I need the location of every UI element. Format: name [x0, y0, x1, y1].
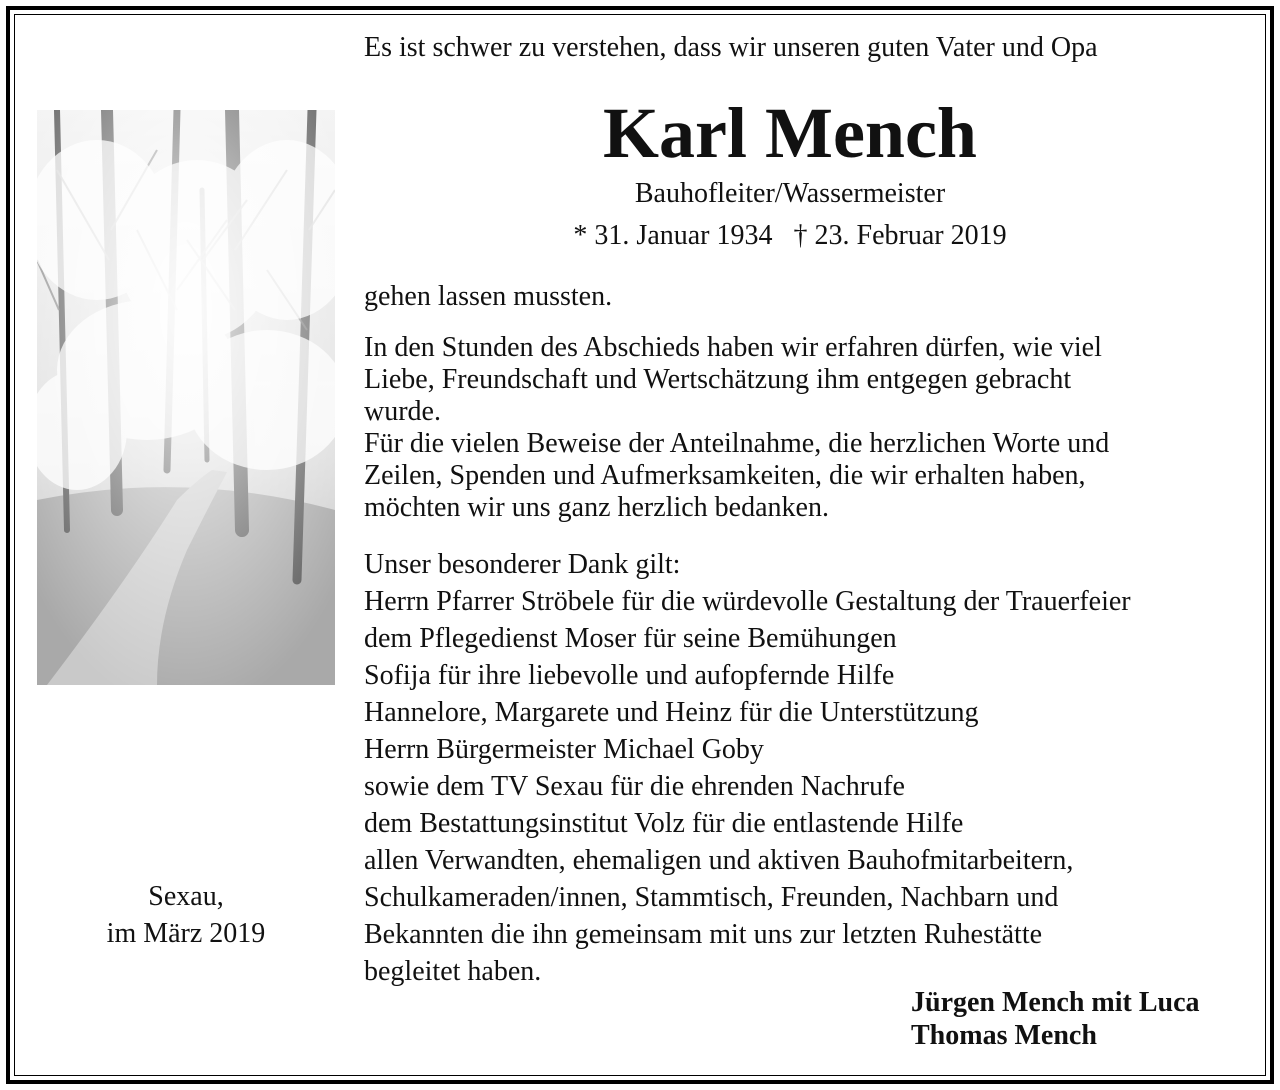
- thanks-line: dem Pflegedienst Moser für seine Bemühungen: [364, 623, 897, 654]
- thanks-line: sowie dem TV Sexau für die ehrenden Nachrufe: [364, 771, 905, 802]
- paragraph-2: [364, 332, 1102, 428]
- text-line: gehen lassen mussten.: [364, 281, 613, 312]
- text-line: wurde.: [364, 396, 441, 427]
- thanks-list: [364, 546, 1131, 990]
- thanks-line: Sofija für ihre liebevolle und aufopfernde Hilfe: [364, 660, 895, 691]
- text-line: Liebe, Freundschaft und Wertschätzung ihm entgegen gebracht: [364, 364, 1072, 395]
- thanks-line: Bekannten die ihn gemeinsam mit uns zur letzten Ruhestätte: [364, 919, 1043, 950]
- deceased-name: Karl Mench: [603, 93, 977, 173]
- paragraph-1: [364, 281, 612, 313]
- text-line: möchten wir uns ganz herzlich bedanken.: [364, 492, 829, 523]
- place-city: Sexau,: [148, 881, 224, 912]
- signature-line: Jürgen Mench mit Luca: [911, 987, 1200, 1018]
- thanks-line: Herrn Bürgermeister Michael Goby: [364, 734, 764, 765]
- thanks-line: begleitet haben.: [364, 956, 542, 987]
- place-date: [37, 878, 335, 952]
- date-separator: [773, 220, 794, 251]
- deceased-occupation: Bauhofleiter/Wassermeister: [634, 178, 946, 209]
- intro-line: Es ist schwer zu verstehen, dass wir unseren guten Vater und Opa: [364, 32, 1098, 63]
- winter-forest-photo: [37, 110, 335, 685]
- thanks-line: Hannelore, Margarete und Heinz für die Unterstützung: [364, 697, 979, 728]
- paragraph-3: [364, 428, 1109, 524]
- text-line: Für die vielen Beweise der Anteilnahme, die herzlichen Worte und: [364, 428, 1110, 459]
- thanks-line: Schulkameraden/innen, Stammtisch, Freunden, Nachbarn und: [364, 882, 1059, 913]
- thanks-line: Unser besonderer Dank gilt:: [364, 549, 681, 580]
- thanks-line: allen Verwandten, ehemaligen und aktiven Bauhofmitarbeitern,: [364, 845, 1074, 876]
- signature-line: Thomas Mench: [911, 1020, 1097, 1051]
- place-month: im März 2019: [106, 918, 266, 949]
- death-date: † 23. Februar 2019: [793, 220, 1007, 251]
- birth-date: * 31. Januar 1934: [573, 220, 773, 251]
- text-line: Zeilen, Spenden und Aufmerksamkeiten, die wir erhalten haben,: [364, 460, 1086, 491]
- life-dates: [440, 220, 1140, 252]
- thanks-line: Herrn Pfarrer Ströbele für die würdevolle Gestaltung der Trauerfeier: [364, 586, 1131, 617]
- thanks-line: dem Bestattungsinstitut Volz für die entlastende Hilfe: [364, 808, 964, 839]
- signature-block: [911, 986, 1200, 1052]
- text-line: In den Stunden des Abschieds haben wir erfahren dürfen, wie viel: [364, 332, 1102, 363]
